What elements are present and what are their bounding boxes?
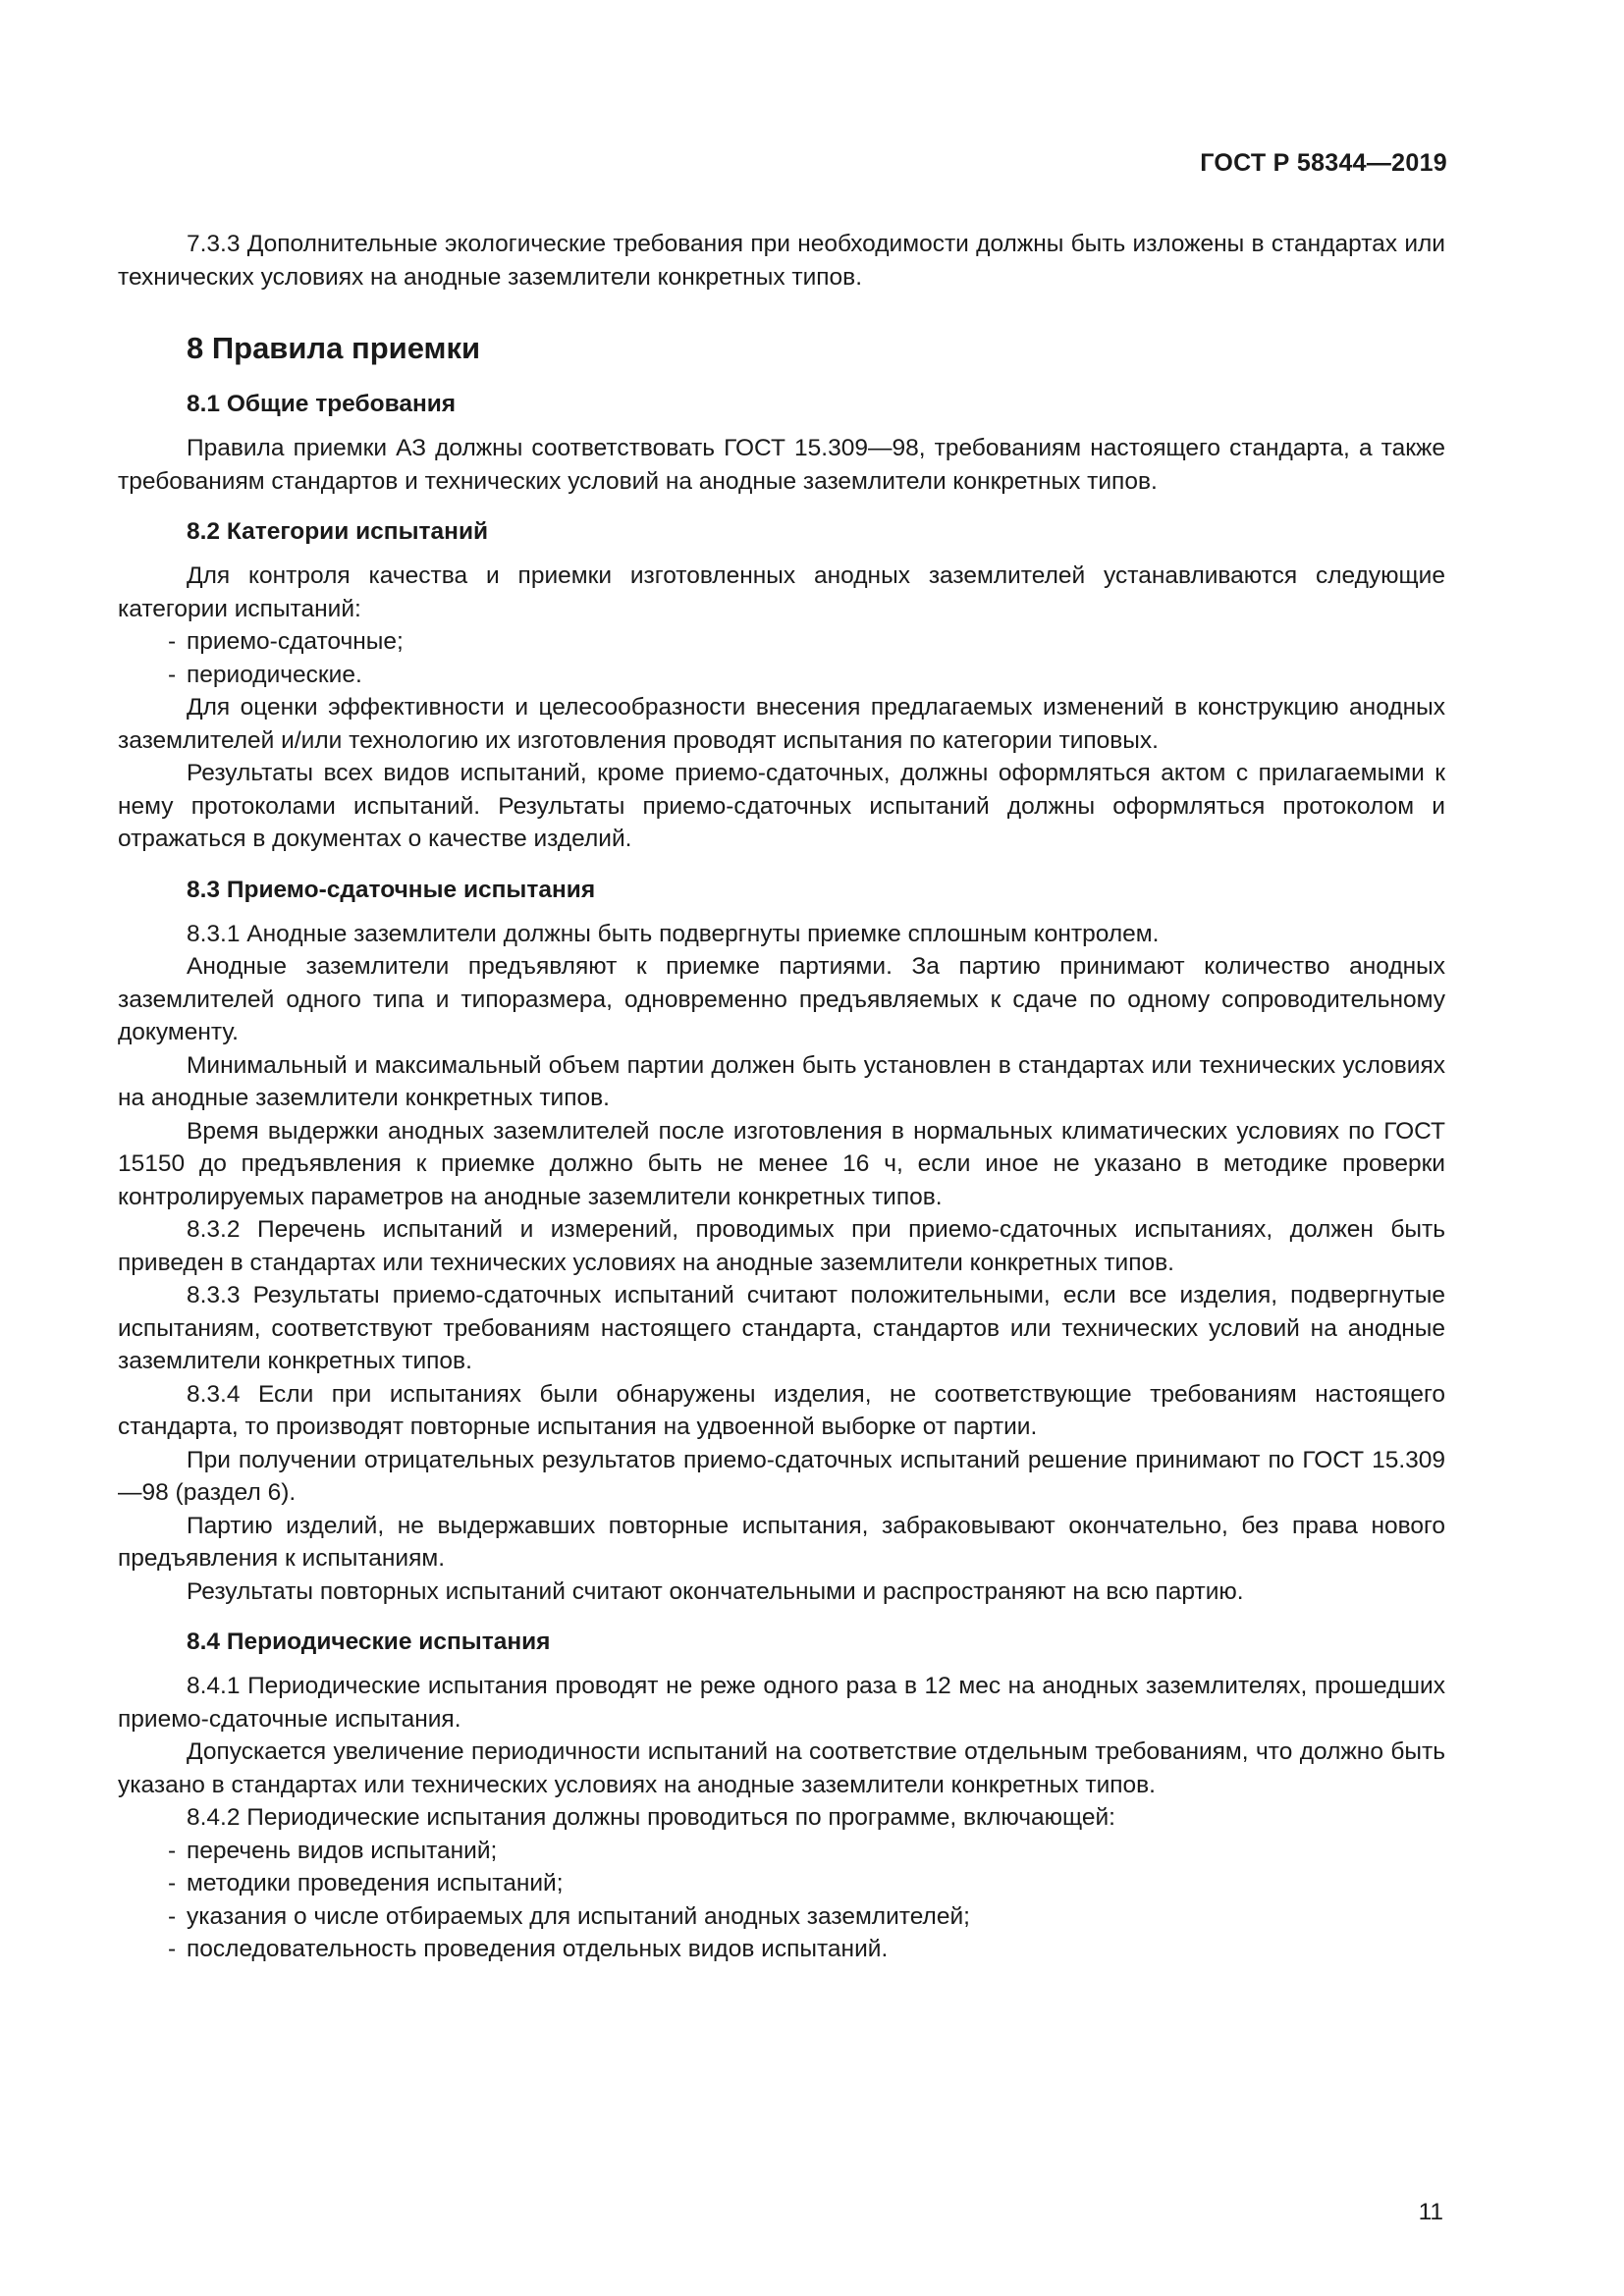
subsection-heading: 8.4 Периодические испытания (187, 1629, 551, 1655)
list-item (118, 1900, 1445, 1934)
list-dash: - (168, 1902, 177, 1930)
list-item-text: методики проведения испытаний; (187, 1870, 564, 1896)
list-item (118, 1933, 1445, 1966)
subsection-heading: 8.1 Общие требования (187, 391, 457, 417)
document-body (118, 228, 1445, 1966)
paragraph: Анодные заземлители предъявляют к приемке партиями. За партию принимают количество анодных заземлителей одного типа и типоразмера, одновременно предъявляемых к сдаче по одному сопроводительному документу. (118, 953, 1445, 1045)
paragraph: Результаты всех видов испытаний, кроме приемо-сдаточных, должны оформляться актом с прилагаемыми к нему протоколами испытаний. Результаты приемо-сдаточных испытаний должны оформляться протоколом и отражаться в документах о качестве изделий. (118, 760, 1445, 852)
list-item (118, 1835, 1445, 1868)
section-heading: 8 Правила приемки (187, 331, 481, 365)
paragraph: При получении отрицательных результатов приемо-сдаточных испытаний решение принимают по ГОСТ 15.309—98 (раздел 6). (118, 1446, 1445, 1506)
page-number: 11 (1418, 2199, 1443, 2225)
list-dash: - (168, 1936, 177, 1962)
list-dash: - (168, 1870, 177, 1896)
list-item-text: указания о числе отбираемых для испытаний анодных заземлителей; (187, 1902, 970, 1930)
paragraph: Для контроля качества и приемки изготовленных анодных заземлителей устанавливаются следующие категории испытаний: (118, 562, 1445, 622)
paragraph: 8.3.4 Если при испытаниях были обнаружены изделия, не соответствующие требованиям настоящего стандарта, то производят повторные испытания на удвоенной выборке от партии. (118, 1380, 1445, 1440)
paragraph: 8.3.3 Результаты приемо-сдаточных испытаний считают положительными, если все изделия, подвергнутые испытаниям, соответствуют требованиям настоящего стандарта, стандартов или технических условий на анодные заземлители конкретных типов. (118, 1282, 1445, 1374)
paragraph: Для оценки эффективности и целесообразности внесения предлагаемых изменений в конструкцию анодных заземлителей и/или технологию их изготовления проводят испытания по категории типовых. (118, 694, 1445, 754)
paragraph: Время выдержки анодных заземлителей после изготовления в нормальных климатических условиях по ГОСТ 15150 до предъявления к приемке должно быть не менее 16 ч, если иное не указано в методике проверки контролируемых параметров на анодные заземлители конкретных типов. (118, 1117, 1445, 1210)
list-item-text: последовательность проведения отдельных видов испытаний. (187, 1936, 889, 1962)
list-dash: - (168, 661, 177, 688)
list-item-text: приемо-сдаточные; (187, 628, 404, 655)
subsection-heading: 8.3 Приемо-сдаточные испытания (187, 876, 596, 903)
paragraph: 8.3.1 Анодные заземлители должны быть подвергнуты приемке сплошным контролем. (187, 920, 1160, 947)
list-item-text: перечень видов испытаний; (187, 1837, 498, 1864)
paragraph: Результаты повторных испытаний считают окончательными и распространяют на всю партию. (187, 1577, 1244, 1605)
paragraph: 8.3.2 Перечень испытаний и измерений, проводимых при приемо-сдаточных испытаниях, должен быть приведен в стандартах или технических условиях на анодные заземлители конкретных типов. (118, 1216, 1445, 1276)
list-item (118, 625, 1445, 659)
list-item (118, 1867, 1445, 1900)
paragraph: 7.3.3 Дополнительные экологические требования при необходимости должны быть изложены в стандартах или технических условиях на анодные заземлители конкретных типов. (118, 231, 1445, 291)
paragraph: Допускается увеличение периодичности испытаний на соответствие отдельным требованиям, что должно быть указано в стандартах или технических условиях на анодные заземлители конкретных типов. (118, 1738, 1445, 1798)
list-item (118, 659, 1445, 692)
paragraph: 8.4.2 Периодические испытания должны проводиться по программе, включающей: (187, 1804, 1115, 1831)
subsection-heading: 8.2 Категории испытаний (187, 518, 489, 545)
list-item-text: периодические. (187, 661, 362, 688)
list-dash: - (168, 1837, 177, 1864)
paragraph: Правила приемки АЗ должны соответствовать ГОСТ 15.309—98, требованиям настоящего стандарта, а также требованиям стандартов и технических условий на анодные заземлители конкретных типов. (118, 435, 1445, 495)
list-dash: - (168, 628, 177, 655)
paragraph: Партию изделий, не выдержавших повторные испытания, забраковывают окончательно, без права нового предъявления к испытаниям. (118, 1512, 1445, 1572)
paragraph: 8.4.1 Периодические испытания проводят не реже одного раза в 12 мес на анодных заземлителях, прошедших приемо-сдаточные испытания. (118, 1673, 1445, 1733)
document-header: ГОСТ Р 58344—2019 (1200, 149, 1447, 177)
paragraph: Минимальный и максимальный объем партии должен быть установлен в стандартах или технических условиях на анодные заземлители конкретных типов. (118, 1051, 1445, 1111)
